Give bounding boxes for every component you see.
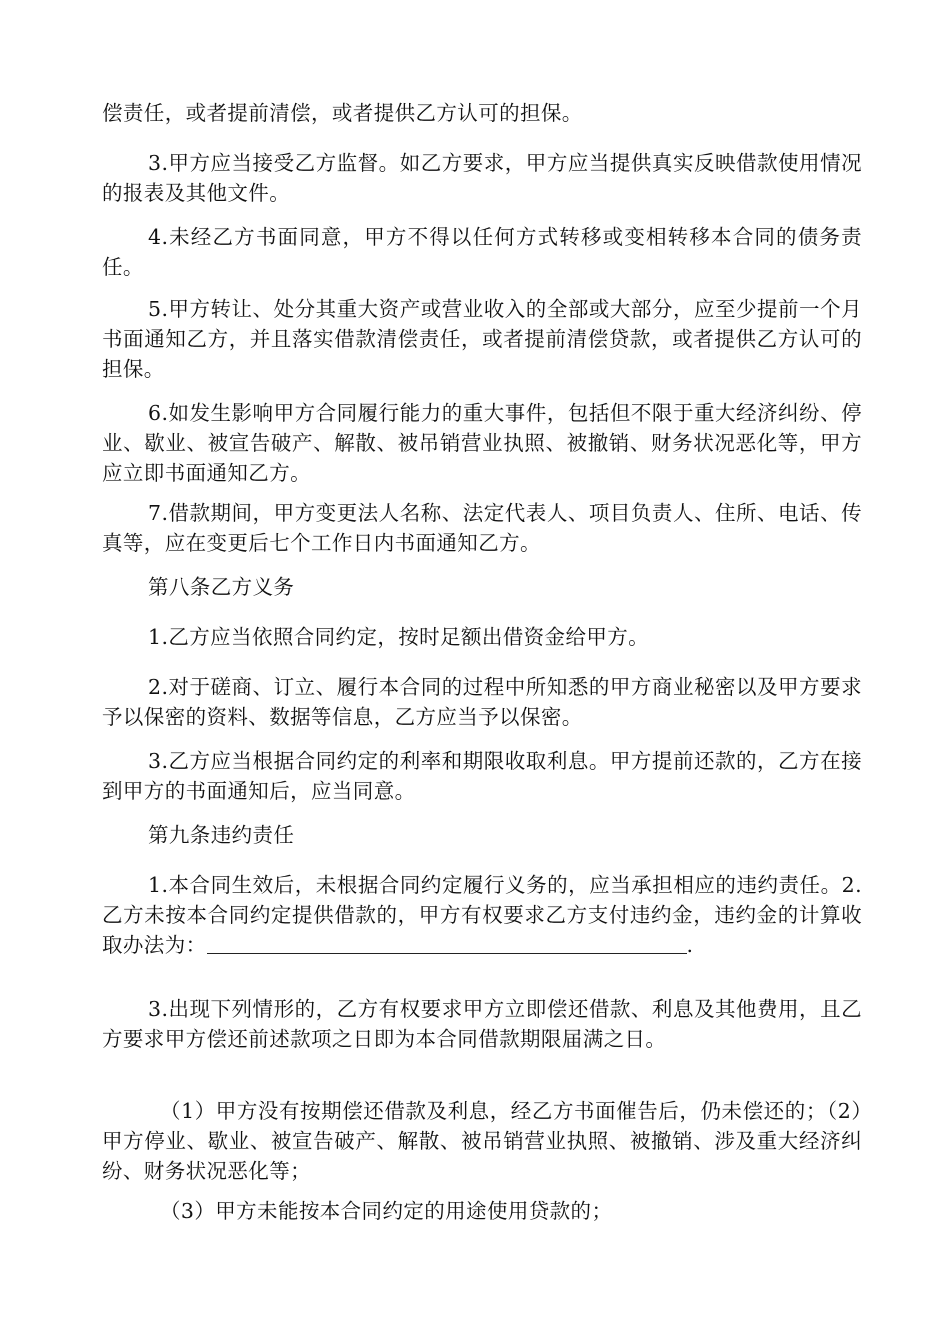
paragraph-condition-3: （3）甲方未能按本合同约定的用途使用贷款的；: [160, 1199, 613, 1223]
paragraph-clause-4: 4.未经乙方书面同意，甲方不得以任何方式转移或变相转移本合同的债务责任。: [102, 225, 862, 279]
paragraph-party-b-2: 2.对于磋商、订立、履行本合同的过程中所知悉的甲方商业秘密以及甲方要求予以保密的资料、数据等信息，乙方应当予以保密。: [102, 675, 862, 729]
fill-in-blank-line[interactable]: [207, 952, 591, 954]
paragraph-party-b-3: 3.乙方应当根据合同约定的利率和期限收取利息。甲方提前还款的，乙方在接到甲方的书面通知后，应当同意。: [102, 749, 862, 803]
paragraph-clause-5: 5.甲方转让、处分其重大资产或营业收入的全部或大部分，应至少提前一个月书面通知乙方，并且落实借款清偿责任，或者提前清偿贷款，或者提供乙方认可的担保。: [102, 297, 862, 381]
paragraph-liability-1-2: [102, 870, 862, 960]
paragraph-clause-6: 6.如发生影响甲方合同履行能力的重大事件，包括但不限于重大经济纠纷、停业、歇业、被宣告破产、解散、被吊销营业执照、被撤销、财务状况恶化等，甲方应立即书面通知乙方。: [102, 401, 862, 485]
paragraph-party-b-1: 1.乙方应当依照合同约定，按时足额出借资金给甲方。: [148, 625, 650, 649]
paragraph-condition-1-2: （1）甲方没有按期偿还借款及利息，经乙方书面催告后，仍未偿还的；（2）甲方停业、歇业、被宣告破产、解散、被吊销营业执照、被撤销、涉及重大经济纠纷、财务状况恶化等；: [102, 1099, 862, 1183]
fill-in-blank-line-continued[interactable]: [591, 952, 687, 954]
section-heading-article-8: 第八条乙方义务: [148, 575, 295, 599]
paragraph-continuation: 偿责任，或者提前清偿，或者提供乙方认可的担保。: [102, 101, 583, 125]
paragraph-clause-3: 3.甲方应当接受乙方监督。如乙方要求，甲方应当提供真实反映借款使用情况的报表及其他文件。: [102, 151, 862, 205]
liability-text: 1.本合同生效后，未根据合同约定履行义务的，应当承担相应的违约责任。2.乙方未按本合同约定提供借款的，甲方有权要求乙方支付违约金，违约金的计算收取办法为：: [102, 873, 862, 957]
liability-end-period: .: [686, 933, 694, 957]
paragraph-liability-3: 3.出现下列情形的，乙方有权要求甲方立即偿还借款、利息及其他费用，且乙方要求甲方偿还前述款项之日即为本合同借款期限届满之日。: [102, 997, 862, 1051]
paragraph-clause-7: 7.借款期间，甲方变更法人名称、法定代表人、项目负责人、住所、电话、传真等，应在变更后七个工作日内书面通知乙方。: [102, 501, 862, 555]
section-heading-article-9: 第九条违约责任: [148, 823, 295, 847]
